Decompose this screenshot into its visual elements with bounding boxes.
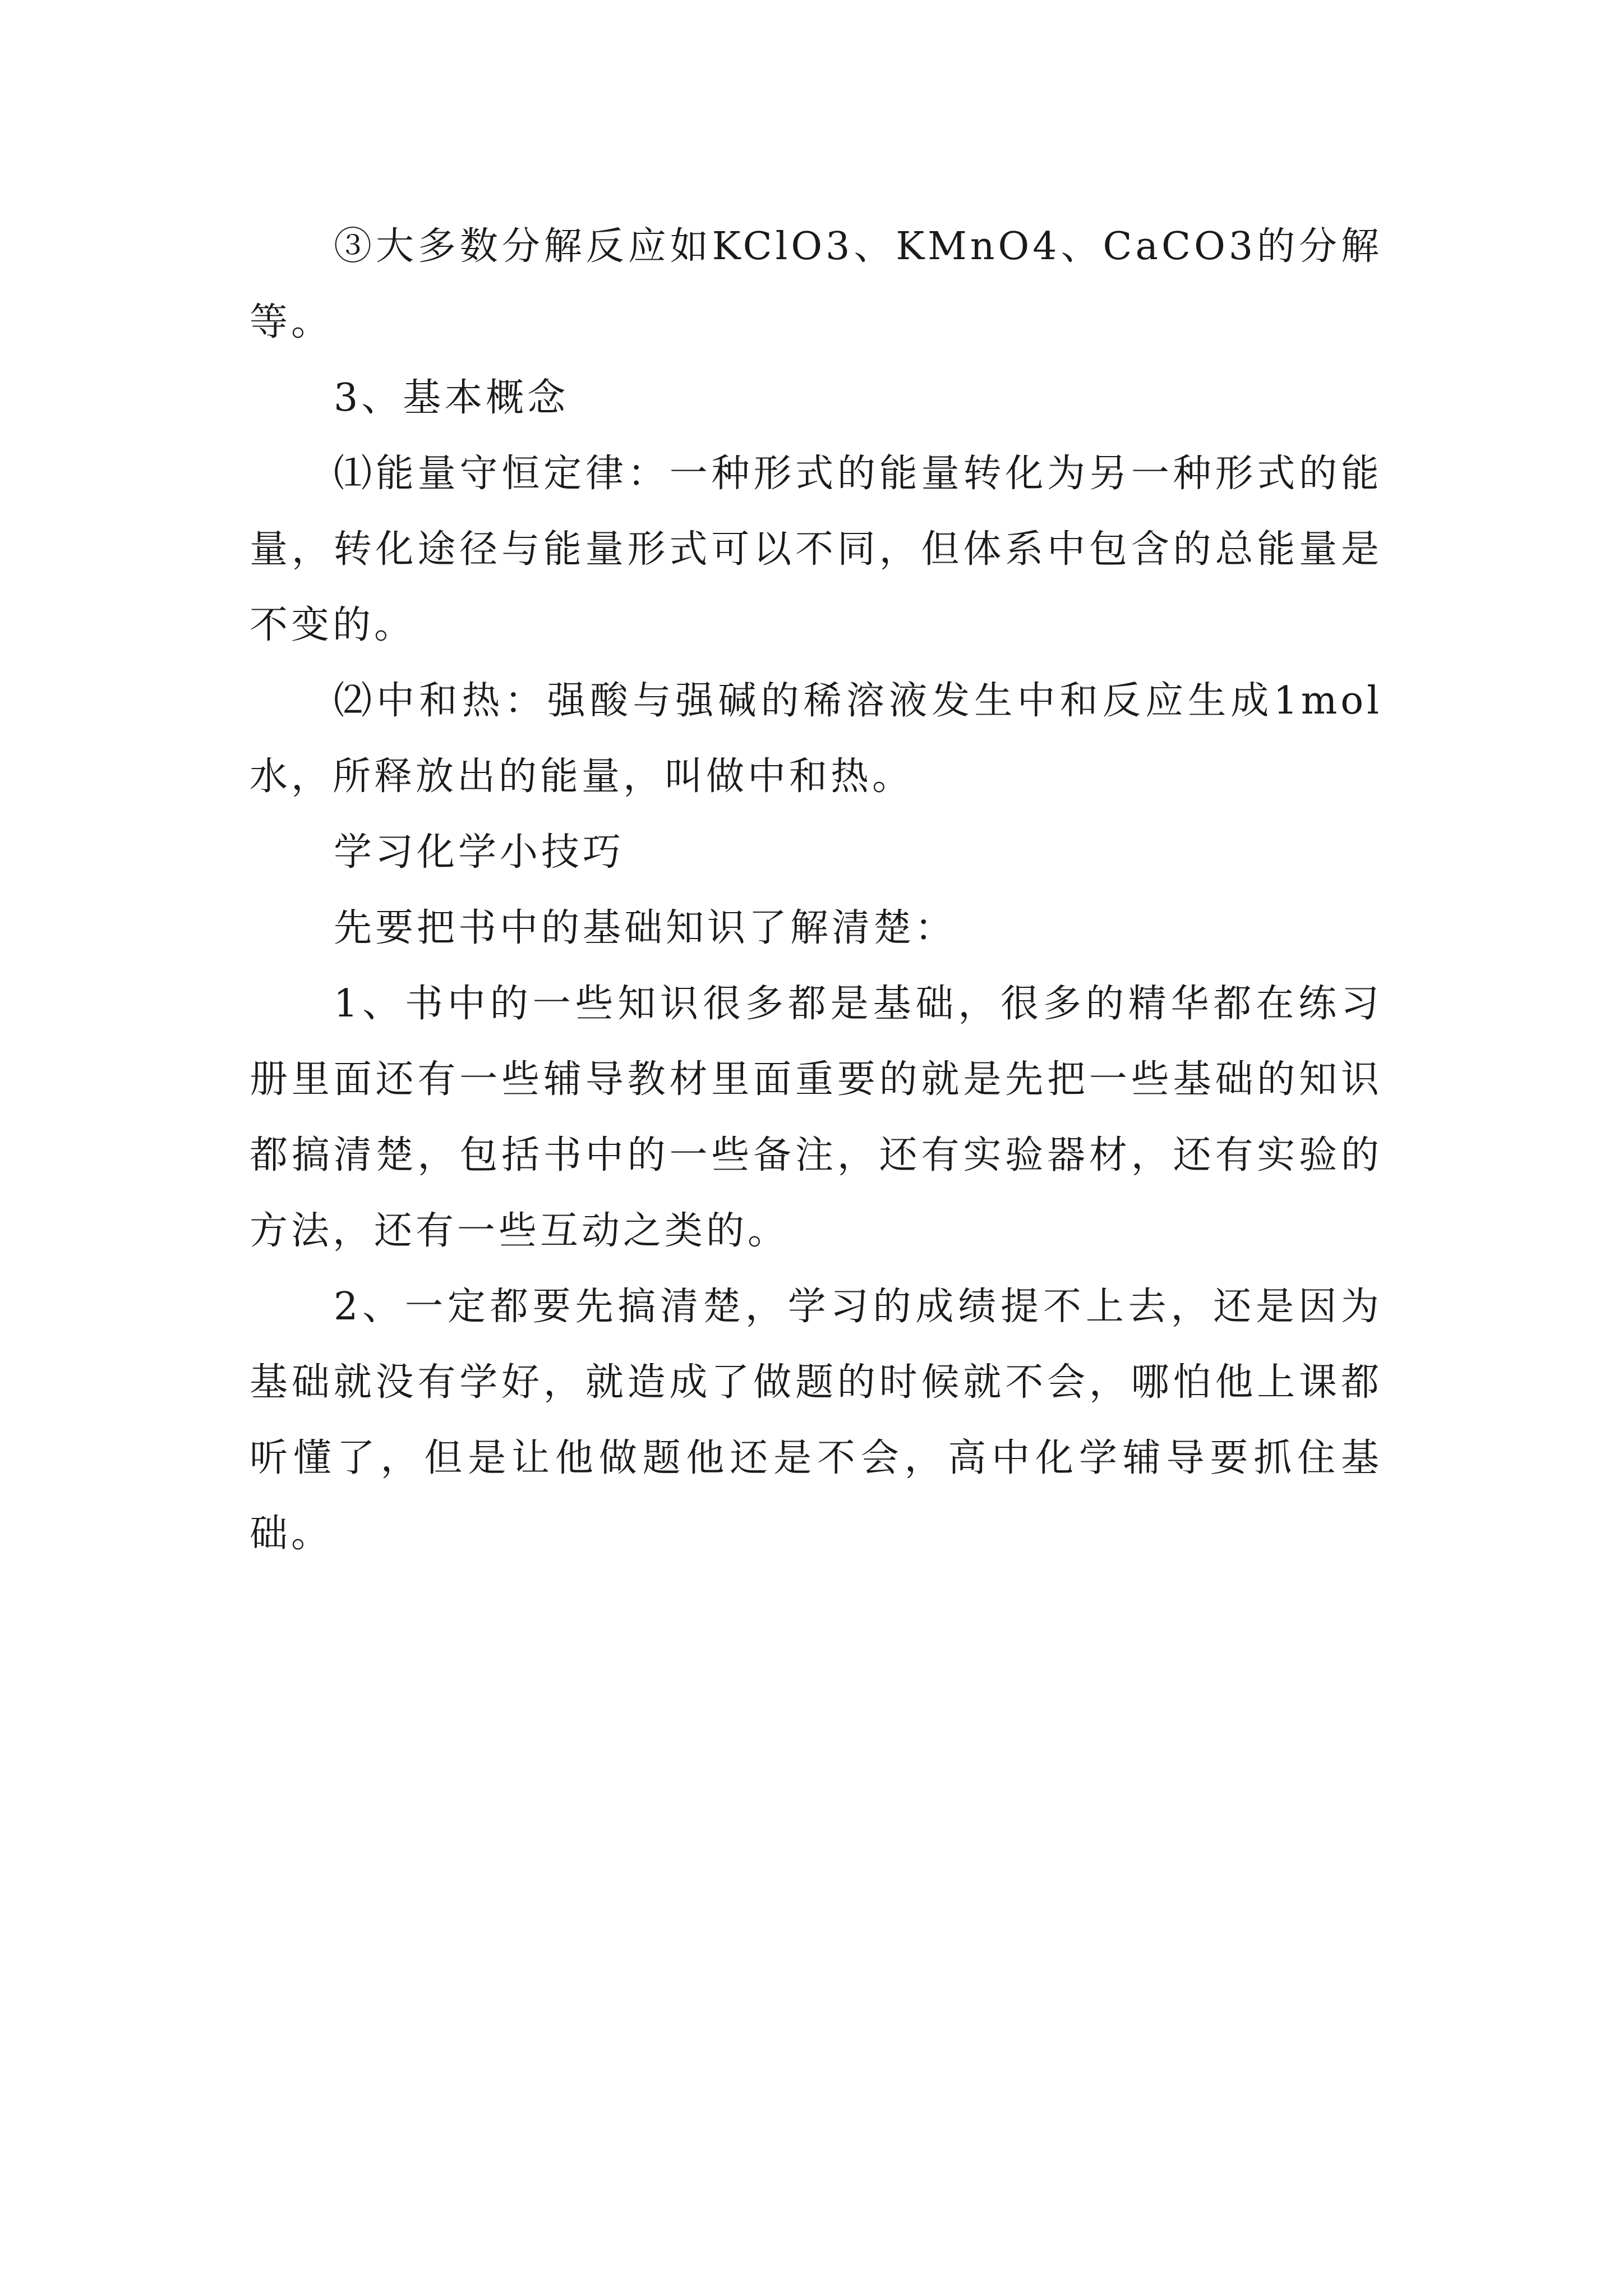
paragraph-basics-first: 先要把书中的基础知识了解清楚： xyxy=(334,906,957,950)
paragraph-tip-1: 1、书中的一些知识很多都是基础，很多的精华都在练习册里面还有一些辅导教材里面重要的就是先把一些基础的知识都搞清楚，包括书中的一些备注，还有实验器材，还有实验的方法，还有一些互动之类的。 xyxy=(250,982,1382,1253)
document-body xyxy=(250,209,1382,1572)
paragraph-heat-of-neutralization: ⑵中和热：强酸与强碱的稀溶液发生中和反应生成1mol水，所释放出的能量，叫做中和热。 xyxy=(250,679,1382,799)
heading-basic-concepts: 3、基本概念 xyxy=(334,376,569,420)
paragraph-decomposition-reactions: ③大多数分解反应如KClO3、KMnO4、CaCO3的分解等。 xyxy=(250,224,1382,344)
paragraph-energy-conservation: ⑴能量守恒定律：一种形式的能量转化为另一种形式的能量，转化途径与能量形式可以不同，但体系中包含的总能量是不变的。 xyxy=(250,452,1382,647)
paragraph-tip-2: 2、一定都要先搞清楚，学习的成绩提不上去，还是因为基础就没有学好，就造成了做题的时候就不会，哪怕他上课都听懂了，但是让他做题他还是不会，高中化学辅导要抓住基础。 xyxy=(250,1285,1382,1556)
heading-chemistry-tips: 学习化学小技巧 xyxy=(334,830,625,875)
